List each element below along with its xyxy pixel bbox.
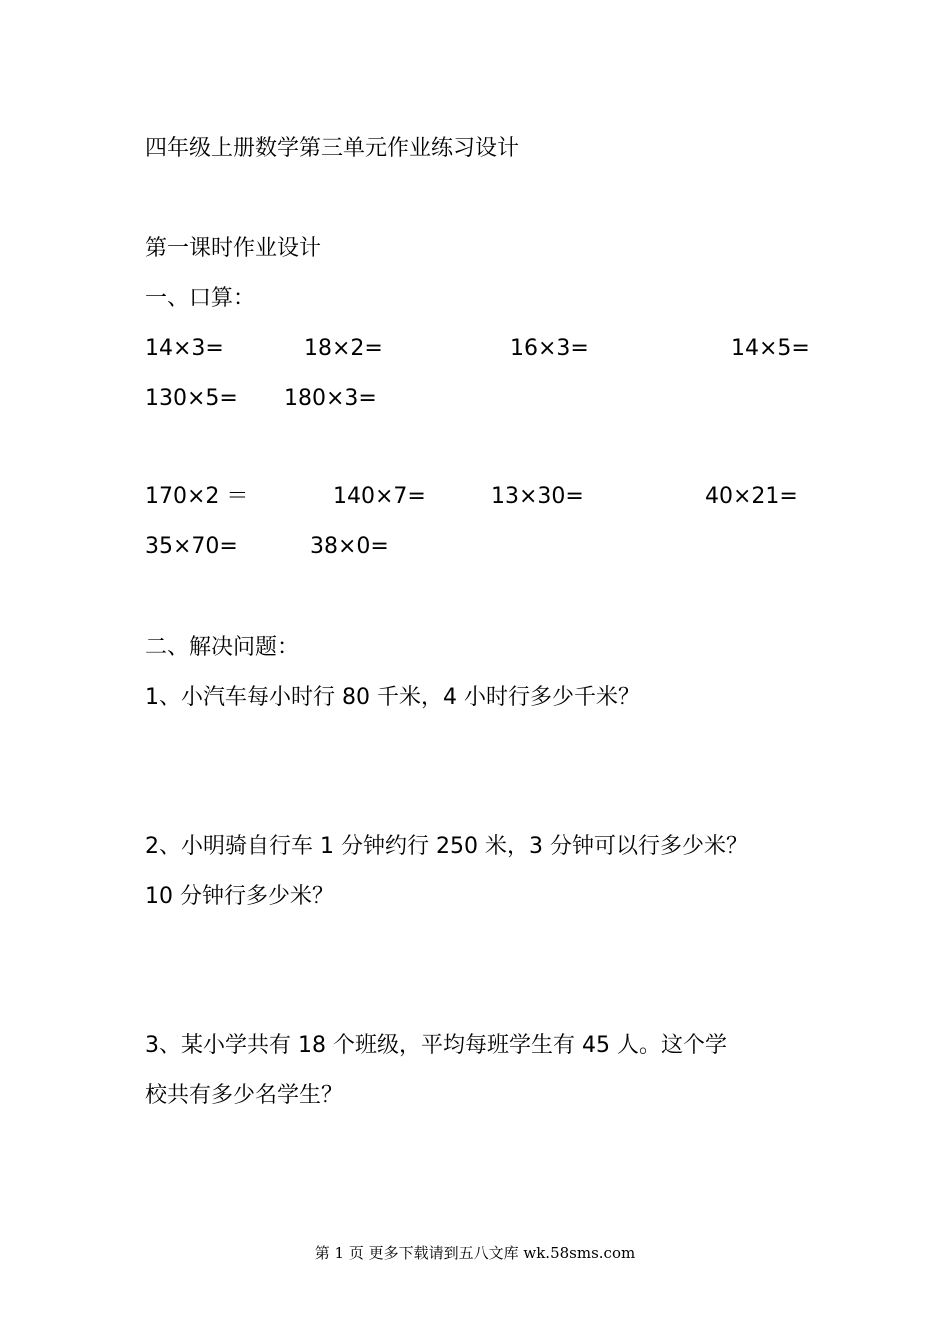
math-item: 14×3= <box>145 336 224 361</box>
question-3-line-2: 校共有多少名学生？ <box>145 1083 344 1108</box>
math-item: 38×0= <box>310 534 389 559</box>
math-item: 170×2 ＝ <box>145 484 249 509</box>
question-1: 1、小汽车每小时行 80 千米，4 小时行多少千米？ <box>145 685 640 710</box>
math-item: 35×70= <box>145 534 238 559</box>
math-item: 180×3= <box>284 386 377 411</box>
math-item: 40×21= <box>705 484 798 509</box>
math-item: 130×5= <box>145 386 238 411</box>
question-2-line-1: 2、小明骑自行车 1 分钟约行 250 米，3 分钟可以行多少米？ <box>145 834 748 859</box>
lesson-heading: 第一课时作业设计 <box>145 236 322 261</box>
section-heading-mental-math: 一、口算： <box>145 286 256 311</box>
question-3-line-1: 3、某小学共有 18 个班级，平均每班学生有 45 人。这个学 <box>145 1033 727 1058</box>
math-item: 16×3= <box>510 336 589 361</box>
section-heading-word-problems: 二、解决问题： <box>145 635 300 660</box>
page-footer: 第 1 页 更多下载请到五八文库 wk.58sms.com <box>314 1244 636 1262</box>
math-item: 18×2= <box>304 336 383 361</box>
question-2-line-2: 10 分钟行多少米？ <box>145 884 334 909</box>
math-item: 140×7= <box>333 484 426 509</box>
math-item: 13×30= <box>491 484 584 509</box>
math-item: 14×5= <box>731 336 810 361</box>
document-title: 四年级上册数学第三单元作业练习设计 <box>145 136 520 161</box>
